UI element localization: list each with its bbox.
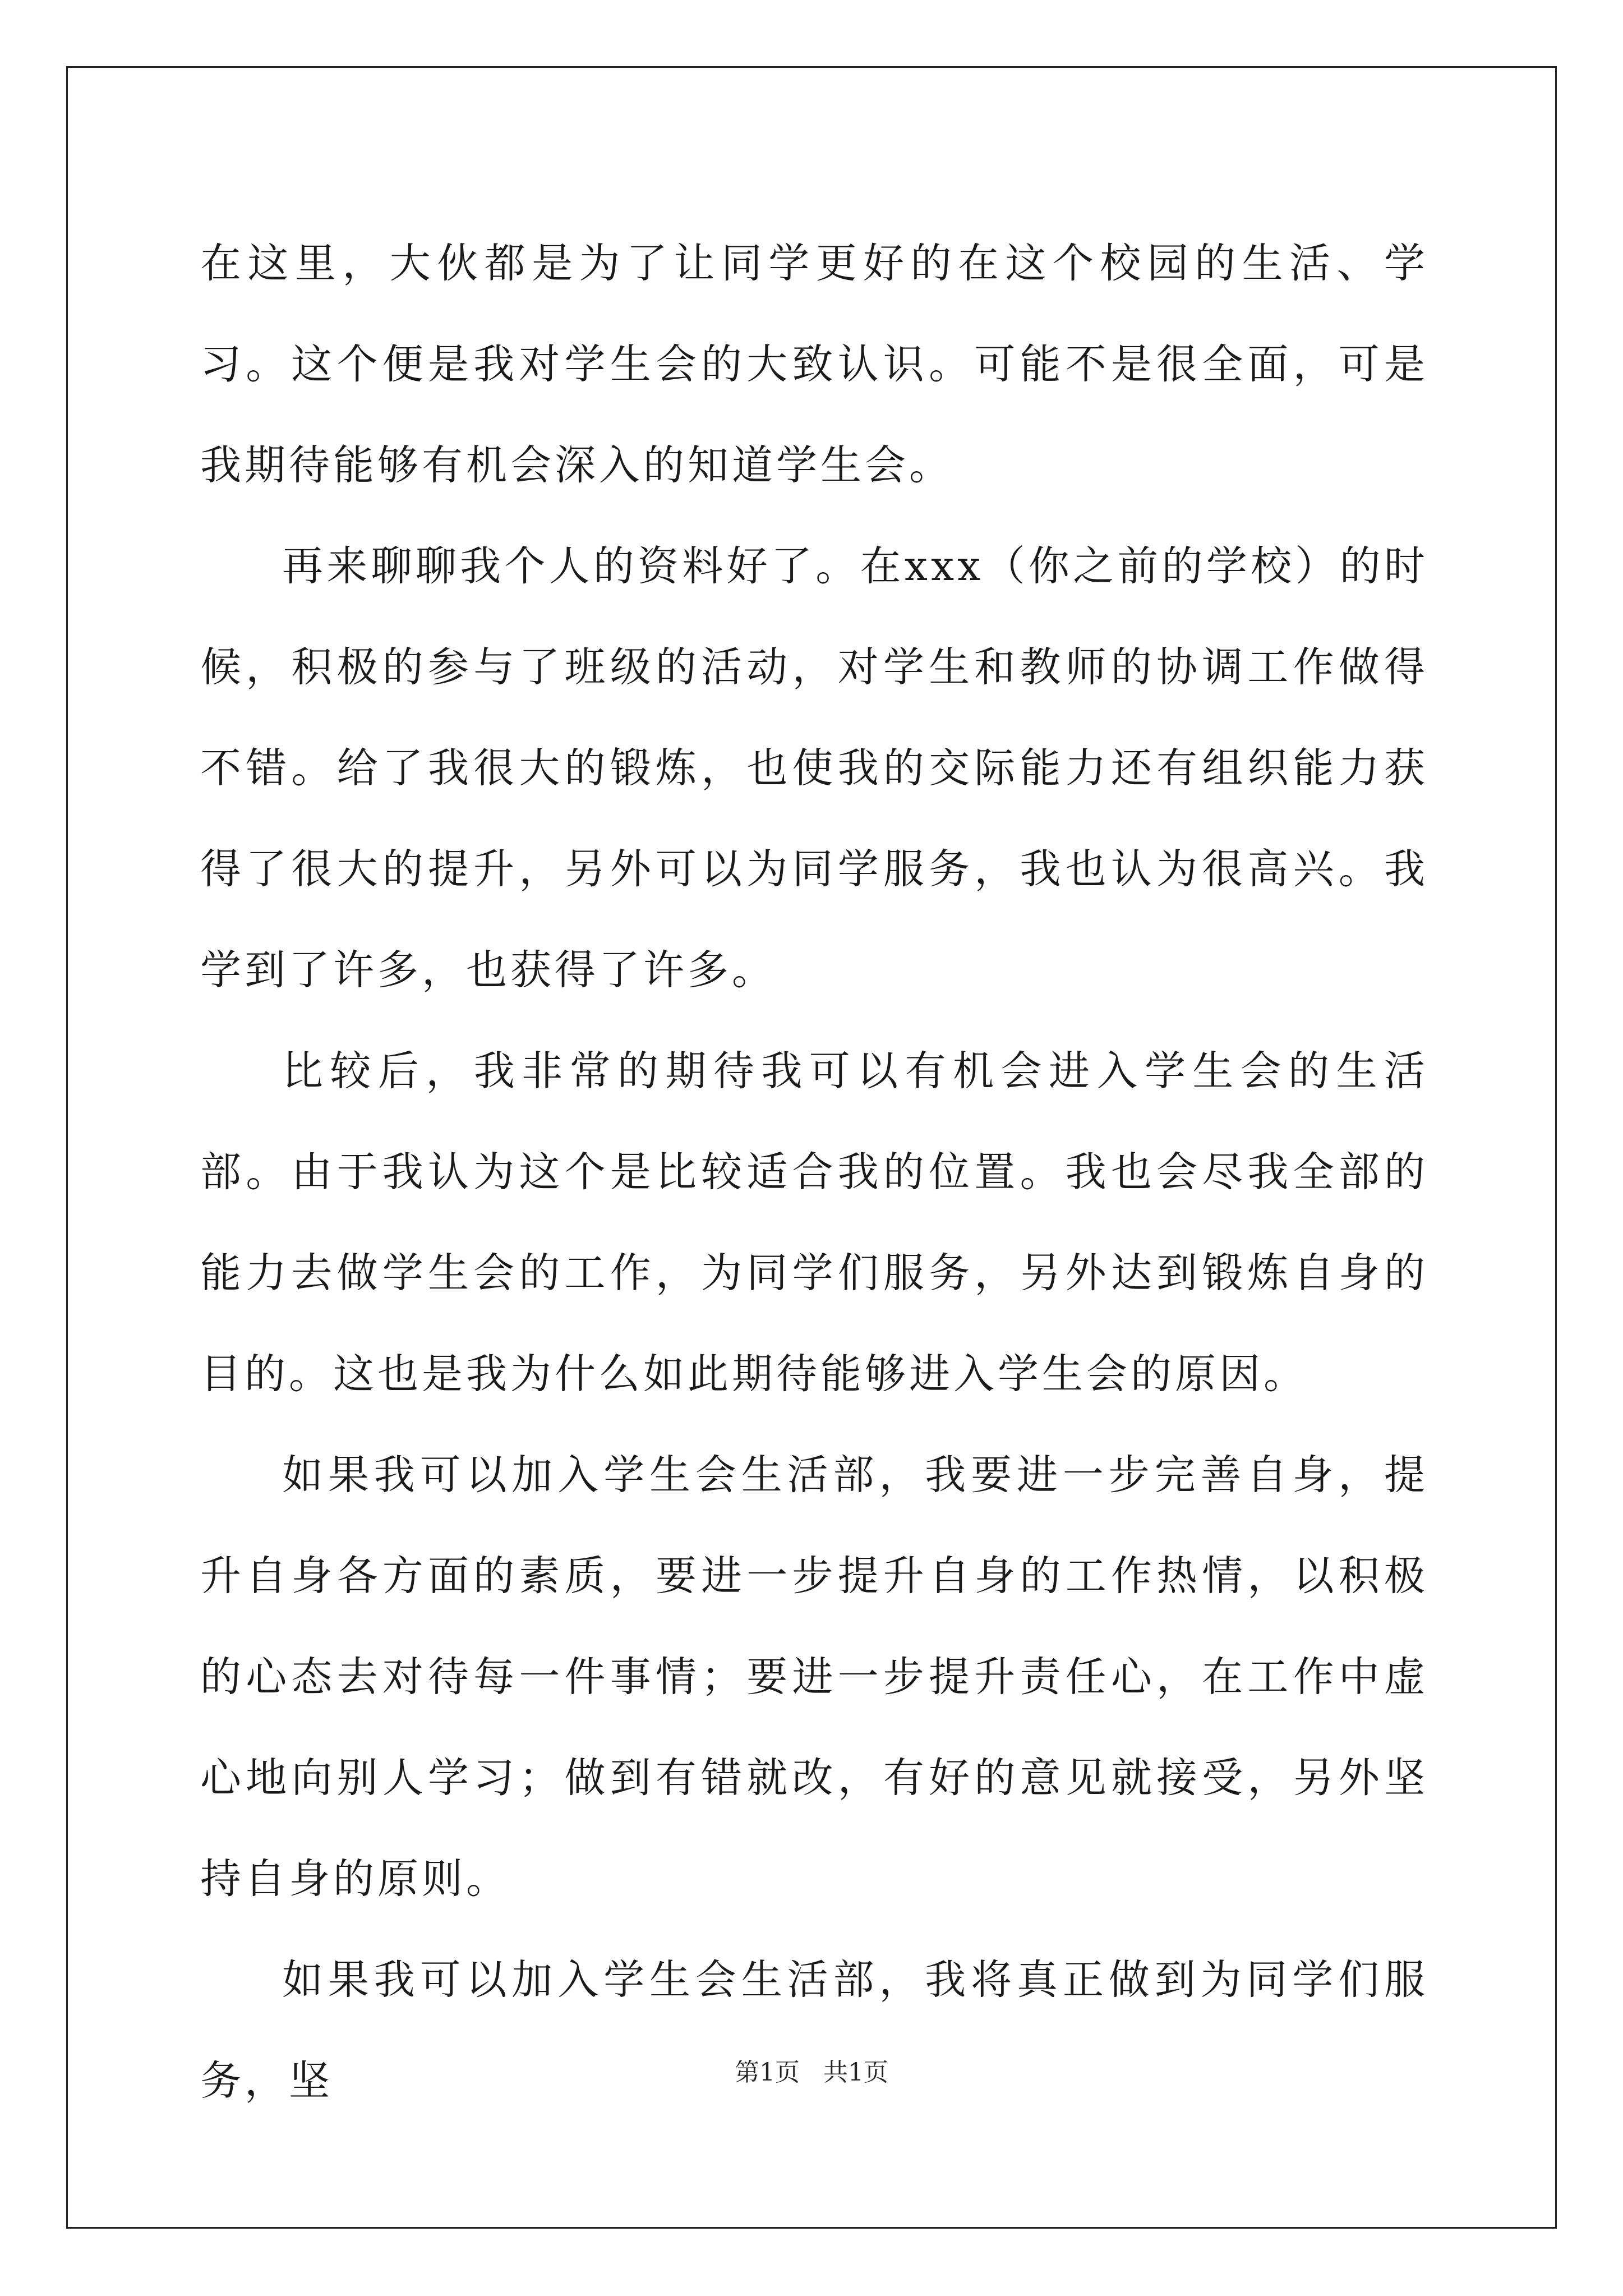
paragraph-3: 比较后，我非常的期待我可以有机会进入学生会的生活部。由于我认为这个是比较适合我的位置。我也会尽我全部的能力去做学生会的工作，为同学们服务，另外达到锻炼自身的目的。这也是我为什么如此期待能够进入学生会的原因。 (200, 1047, 1428, 1398)
paragraph-1: 在这里，大伙都是为了让同学更好的在这个校园的生活、学习。这个便是我对学生会的大致认识。可能不是很全面，可是我期待能够有机会深入的知道学生会。 (200, 240, 1428, 489)
document-body (200, 213, 1428, 2132)
paragraph-2: 再来聊聊我个人的资料好了。在xxx（你之前的学校）的时候，积极的参与了班级的活动，对学生和教师的协调工作做得不错。给了我很大的锻炼，也使我的交际能力还有组织能力获得了很大的提升，另外可以为同学服务，我也认为很高兴。我学到了许多，也获得了许多。 (200, 542, 1428, 994)
page-footer: 第1页 共1页 (735, 2058, 888, 2087)
paragraph-4: 如果我可以加入学生会生活部，我要进一步完善自身，提升自身各方面的素质，要进一步提升自身的工作热情，以积极的心态去对待每一件事情；要进一步提升责任心，在工作中虚心地向别人学习；做到有错就改，有好的意见就接受，另外坚持自身的原则。 (200, 1451, 1428, 1903)
paragraph-5: 如果我可以加入学生会生活部，我将真正做到为同学们服务，坚 (200, 1956, 1428, 2105)
